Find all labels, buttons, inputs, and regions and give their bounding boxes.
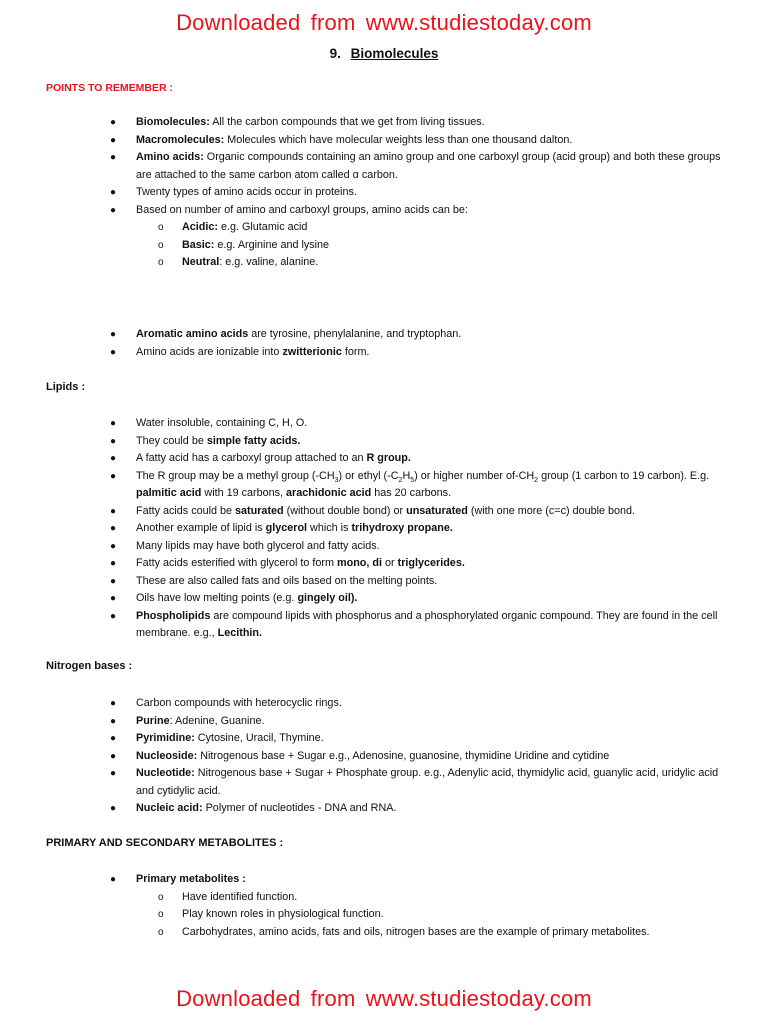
bullet-icon: ● [110, 134, 117, 146]
metabolites-heading: PRIMARY AND SECONDARY METABOLITES : [46, 837, 284, 849]
sub-list-item: o Neutral: e.g. valine, alanine. [158, 254, 730, 272]
bullet-icon: ● [110, 593, 117, 604]
list-item: ● Twenty types of amino acids occur in proteins. [110, 184, 730, 202]
list-item: ● The R group may be a methyl group $(-CH_3)$ or ethyl $(-C_2H_5)$ or higher number $of-CH_2$ group (1 carbon to 19 carbon). E.g. palmitic acid with 19 carbons, arachidonic acid has 20 carbons. [110, 469, 710, 499]
circle-bullet-icon: o [158, 891, 164, 903]
nitrogen-heading: Nitrogen bases : [46, 660, 133, 672]
page-title [0, 46, 768, 61]
bullet-icon: ● [110, 540, 117, 552]
sub-list-item: o Carbohydrates, amino acids, fats and oils, nitrogen bases are the example of primary metabolites. [158, 924, 730, 942]
bullet-icon: ● [110, 733, 117, 744]
amino-extra-list [110, 326, 730, 361]
sub-list-item: o Acidic: e.g. Glutamic acid [158, 219, 730, 237]
bullet-icon: ● [110, 418, 117, 429]
list-item: ● Aromatic amino acids are tyrosine, phenylalanine, and tryptophan. [110, 326, 730, 344]
bullet-icon: ● [110, 523, 117, 534]
bullet-icon: ● [110, 435, 117, 447]
download-banner-top: Downloaded from www.studiestoday.com [176, 10, 592, 35]
bullet-icon: ● [110, 453, 117, 464]
circle-bullet-icon: o [158, 239, 164, 251]
list-item: ● Another example of lipid is glycerol which is trihydroxy propane. [110, 520, 730, 538]
bullet-icon: ● [110, 470, 117, 482]
list-item: ● Nucleoside: Nitrogenous base + Sugar e.g., Adenosine, guanosine, thymidine Uridine and cytidine [110, 748, 730, 766]
sub-list-item: o Basic: e.g. Arginine and lysine [158, 237, 730, 255]
list-item: ● These are also called fats and oils based on the melting points. [110, 573, 730, 591]
bullet-icon: ● [110, 715, 117, 727]
bullet-icon: ● [110, 329, 117, 340]
bullet-icon: ● [110, 152, 117, 163]
list-item: ● Nucleic acid: Polymer of nucleotides - DNA and RNA. [110, 800, 730, 818]
circle-bullet-icon: o [158, 909, 164, 920]
list-item: ● Oils have low melting points (e.g. gingely oil). [110, 590, 730, 608]
primary-metabolites-list [136, 889, 730, 942]
list-item: ● Phospholipids are compound lipids with phosphorus and a phosphorylated organic compound. They are found in the cell membrane. e.g., Lecithin. [110, 609, 718, 639]
list-item: ● Fatty acids could be saturated (without double bond) or unsaturated (with one more (c=c) double bond. [110, 503, 730, 521]
list-item: ● Water insoluble, containing C, H, O. [110, 415, 730, 433]
list-item: ● Biomolecules: All the carbon compounds that we get from living tissues. [110, 114, 730, 132]
list-item: ● Purine: Adenine, Guanine. [110, 713, 730, 731]
bullet-icon: ● [110, 575, 117, 587]
list-item: ● Amino acids: Organic compounds containing an amino group and one carboxyl group (acid group) and both these groups are attached to the same carbon atom called α carbon. [110, 151, 721, 181]
bullet-icon: ● [110, 558, 117, 569]
list-item: ● Primary metabolites : o Have identified function. o Play known roles in physiological function. o Carbohydrates, amino acids, fats and oils, nitrogen bases are the example of primary metabolites. [110, 871, 730, 941]
biomolecule-list [110, 114, 730, 272]
bullet-icon: ● [110, 750, 117, 762]
bullet-icon: ● [110, 505, 117, 517]
sub-list-item: o Play known roles in physiological function. [158, 906, 730, 924]
nitrogen-list [110, 695, 730, 818]
list-item: ● Pyrimidine: Cytosine, Uracil, Thymine. [110, 730, 730, 748]
bullet-icon: ● [110, 117, 117, 128]
circle-bullet-icon: o [158, 222, 164, 233]
list-item: ● Based on number of amino and carboxyl groups, amino acids can be: o Acidic: e.g. Glutamic acid o Basic: e.g. Arginine and lysine o Neutral: e.g. valine, alanine. [110, 202, 730, 272]
list-item: ● Amino acids are ionizable into zwitterionic form. [110, 344, 730, 362]
bullet-icon: ● [110, 187, 117, 198]
metabolites-list [110, 871, 730, 941]
bullet-icon: ● [110, 610, 117, 622]
bullet-icon: ● [110, 698, 117, 709]
list-item: ● They could be simple fatty acids. [110, 433, 730, 451]
list-item: ● A fatty acid has a carboxyl group attached to an R group. [110, 450, 730, 468]
bullet-icon: ● [110, 346, 117, 358]
download-banner-bottom: Downloaded from www.studiestoday.com [176, 986, 592, 1011]
bullet-icon: ● [110, 803, 117, 814]
lipids-heading: Lipids : [46, 381, 86, 393]
lipids-list [110, 415, 730, 643]
list-item: ● Fatty acids esterified with glycerol to form mono, di or triglycerides. [110, 555, 730, 573]
list-item: ● Nucleotide: Nitrogenous base + Sugar + Phosphate group. e.g., Adenylic acid, thymidylic acid, guanylic acid, uridylic acid and cytidylic acid. [110, 767, 719, 797]
amino-type-list [136, 219, 730, 272]
list-item: ● Carbon compounds with heterocyclic rings. [110, 695, 730, 713]
list-item: ● Macromolecules: Molecules which have molecular weights less than one thousand dalton. [110, 132, 730, 150]
sub-list-item: o Have identified function. [158, 889, 730, 907]
bullet-icon: ● [110, 874, 117, 885]
bullet-icon: ● [110, 204, 117, 216]
chapter-title: Biomolecules [350, 46, 439, 61]
points-heading: POINTS TO REMEMBER : [46, 82, 173, 94]
list-item: ● Many lipids may have both glycerol and fatty acids. [110, 538, 730, 556]
circle-bullet-icon: o [158, 926, 164, 938]
chapter-number: 9. [329, 46, 341, 61]
bullet-icon: ● [110, 768, 117, 779]
circle-bullet-icon: o [158, 257, 164, 268]
